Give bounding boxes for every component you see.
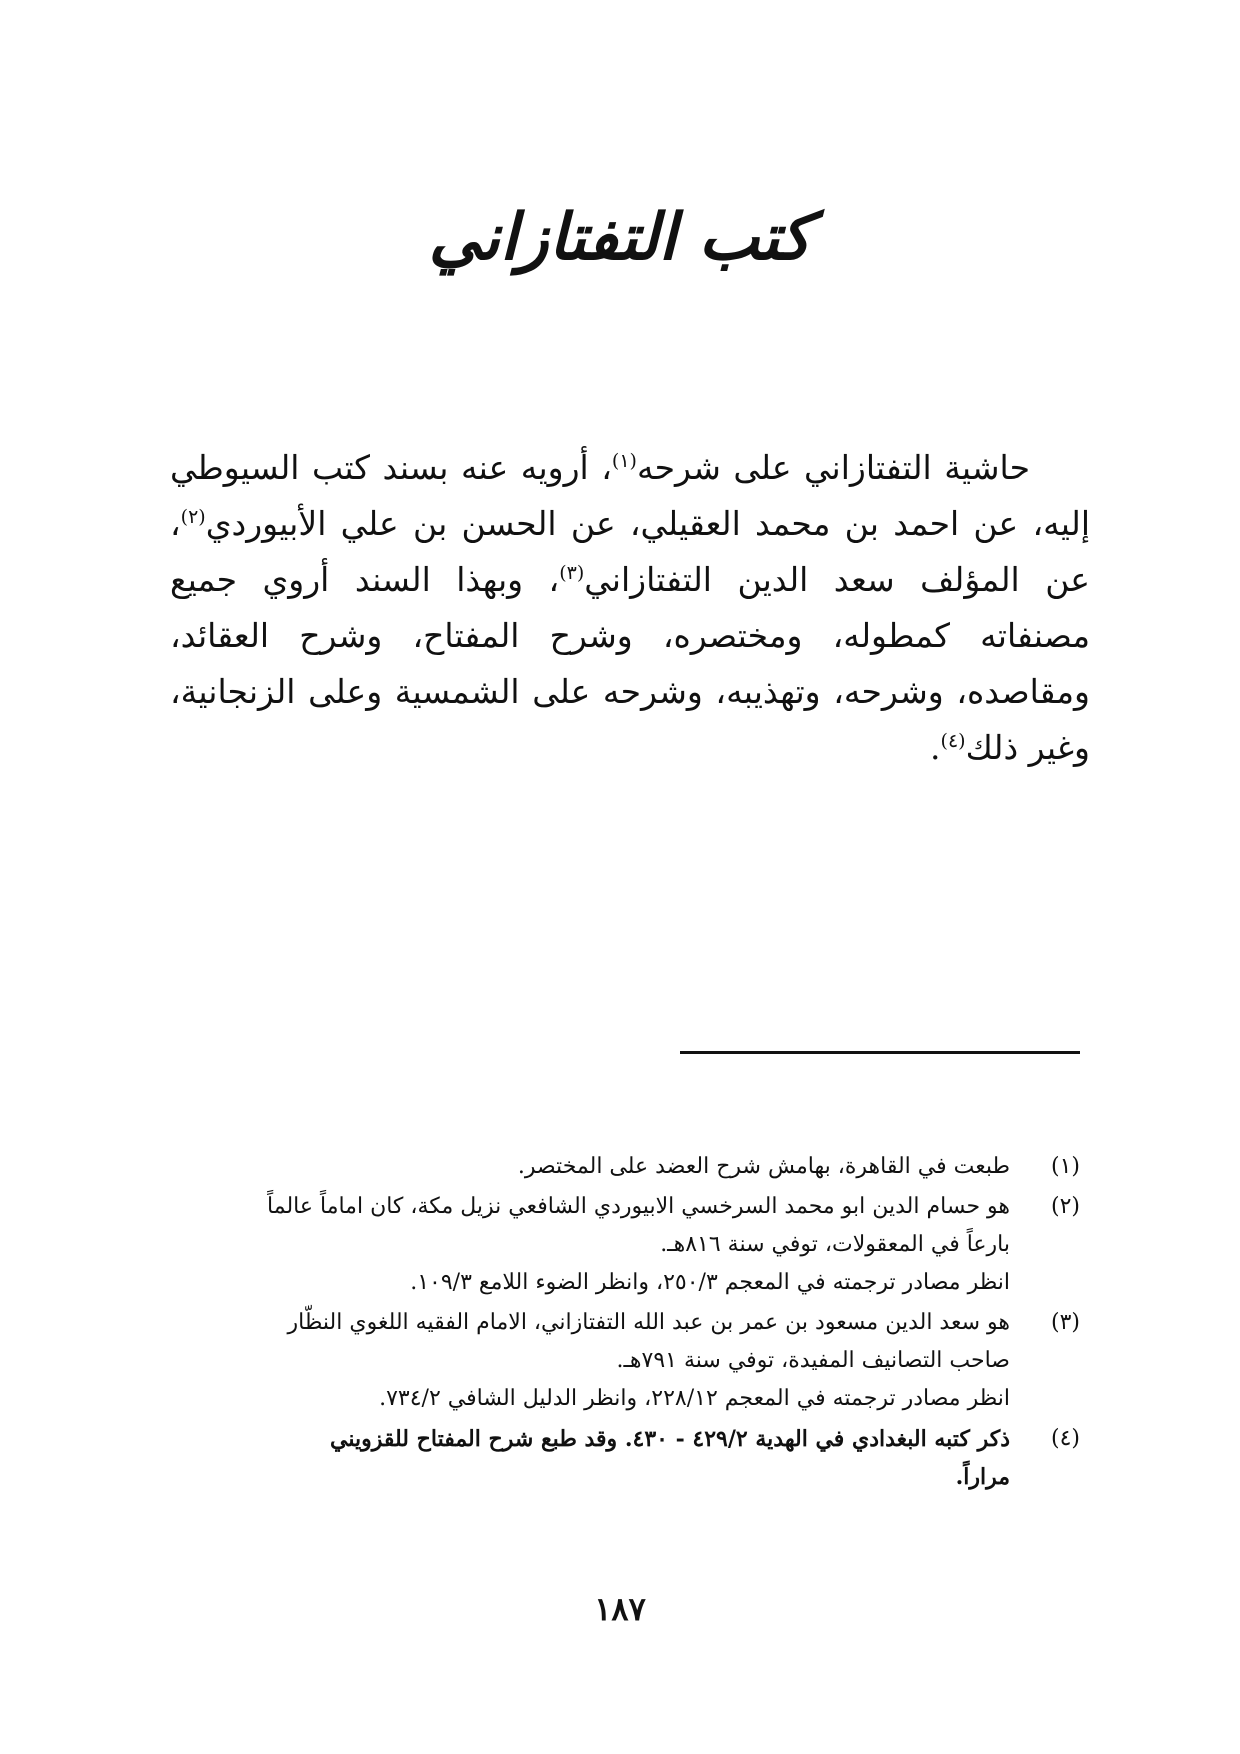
footnote-ref-1[interactable]: (١) <box>611 450 637 472</box>
footnote-ref-2[interactable]: (٢) <box>180 506 206 528</box>
footnote-text <box>160 1188 1010 1302</box>
text-run: . <box>930 728 941 767</box>
footnote-line: ذكر كتبه البغدادي في الهدية ٤٢٩/٢ - ٤٣٠. وقد طبع شرح المفتاح للقزويني <box>330 1426 1010 1452</box>
footnote-text <box>160 1304 1010 1418</box>
footnote-line: انظر مصادر ترجمته في المعجم ٢٢٨/١٢، وانظر الدليل الشافي ٧٣٤/٢. <box>379 1386 1010 1411</box>
footnote-line: طبعت في القاهرة، بهامش شرح العضد على المختصر. <box>517 1154 1010 1179</box>
page-title: كتب التفتازاني <box>428 200 812 275</box>
text-run: ، عن المؤلف سعد الدين التفتازاني <box>170 504 1090 599</box>
footnote-2 <box>160 1188 1080 1302</box>
footnote-ref-3[interactable]: (٣) <box>559 562 585 584</box>
footnote-line: هو حسام الدين ابو محمد السرخسي الابيوردي الشافعي نزيل مكة، كان اماماً عالماً <box>267 1194 1010 1219</box>
main-paragraph <box>170 440 1090 776</box>
footnote-line: انظر مصادر ترجمته في المعجم ٢٥٠/٣، وانظر الضوء اللامع ١٠٩/٣. <box>410 1270 1010 1295</box>
footnote-number: (٤) <box>1050 1426 1080 1451</box>
footnote-ref-4[interactable]: (٤) <box>940 730 966 752</box>
footnote-line: صاحب التصانيف المفيدة، توفي سنة ٧٩١هـ. <box>616 1348 1010 1373</box>
footnote-text <box>160 1148 1010 1186</box>
footnotes-section <box>160 1148 1080 1498</box>
footnote-4 <box>160 1420 1080 1496</box>
footnote-text <box>160 1420 1010 1496</box>
text-run: ، وبهذا السند أروي جميع مصنفاته كمطوله، ومختصره، وشرح المفتاح، وشرح العقائد، ومقاصده، وشرحه، وتهذيبه، وشرحه على الشمسية وعلى الزنجانية، وغير ذلك <box>170 560 1090 767</box>
footnote-line: بارعاً في المعقولات، توفي سنة ٨١٦هـ. <box>660 1232 1010 1257</box>
footnote-line: مراراً. <box>955 1464 1010 1490</box>
text-run: ، أرويه عنه بسند كتب السيوطي إليه، عن احمد بن محمد العقيلي، عن الحسن بن علي الأبيوردي <box>170 448 1090 543</box>
footnote-number: (٢) <box>1050 1194 1080 1219</box>
footnote-divider <box>680 1051 1080 1054</box>
text-run: حاشية التفتازاني على شرحه <box>636 448 1030 487</box>
page-number: ١٨٧ <box>594 1590 646 1628</box>
footnote-number: (١) <box>1050 1154 1080 1179</box>
paragraph-text <box>170 440 1090 776</box>
footnote-number: (٣) <box>1050 1310 1080 1335</box>
footnote-3 <box>160 1304 1080 1418</box>
footnote-line: هو سعد الدين مسعود بن عمر بن عبد الله التفتازاني، الامام الفقيه اللغوي النظّار <box>287 1310 1010 1335</box>
footnote-1 <box>160 1148 1080 1186</box>
